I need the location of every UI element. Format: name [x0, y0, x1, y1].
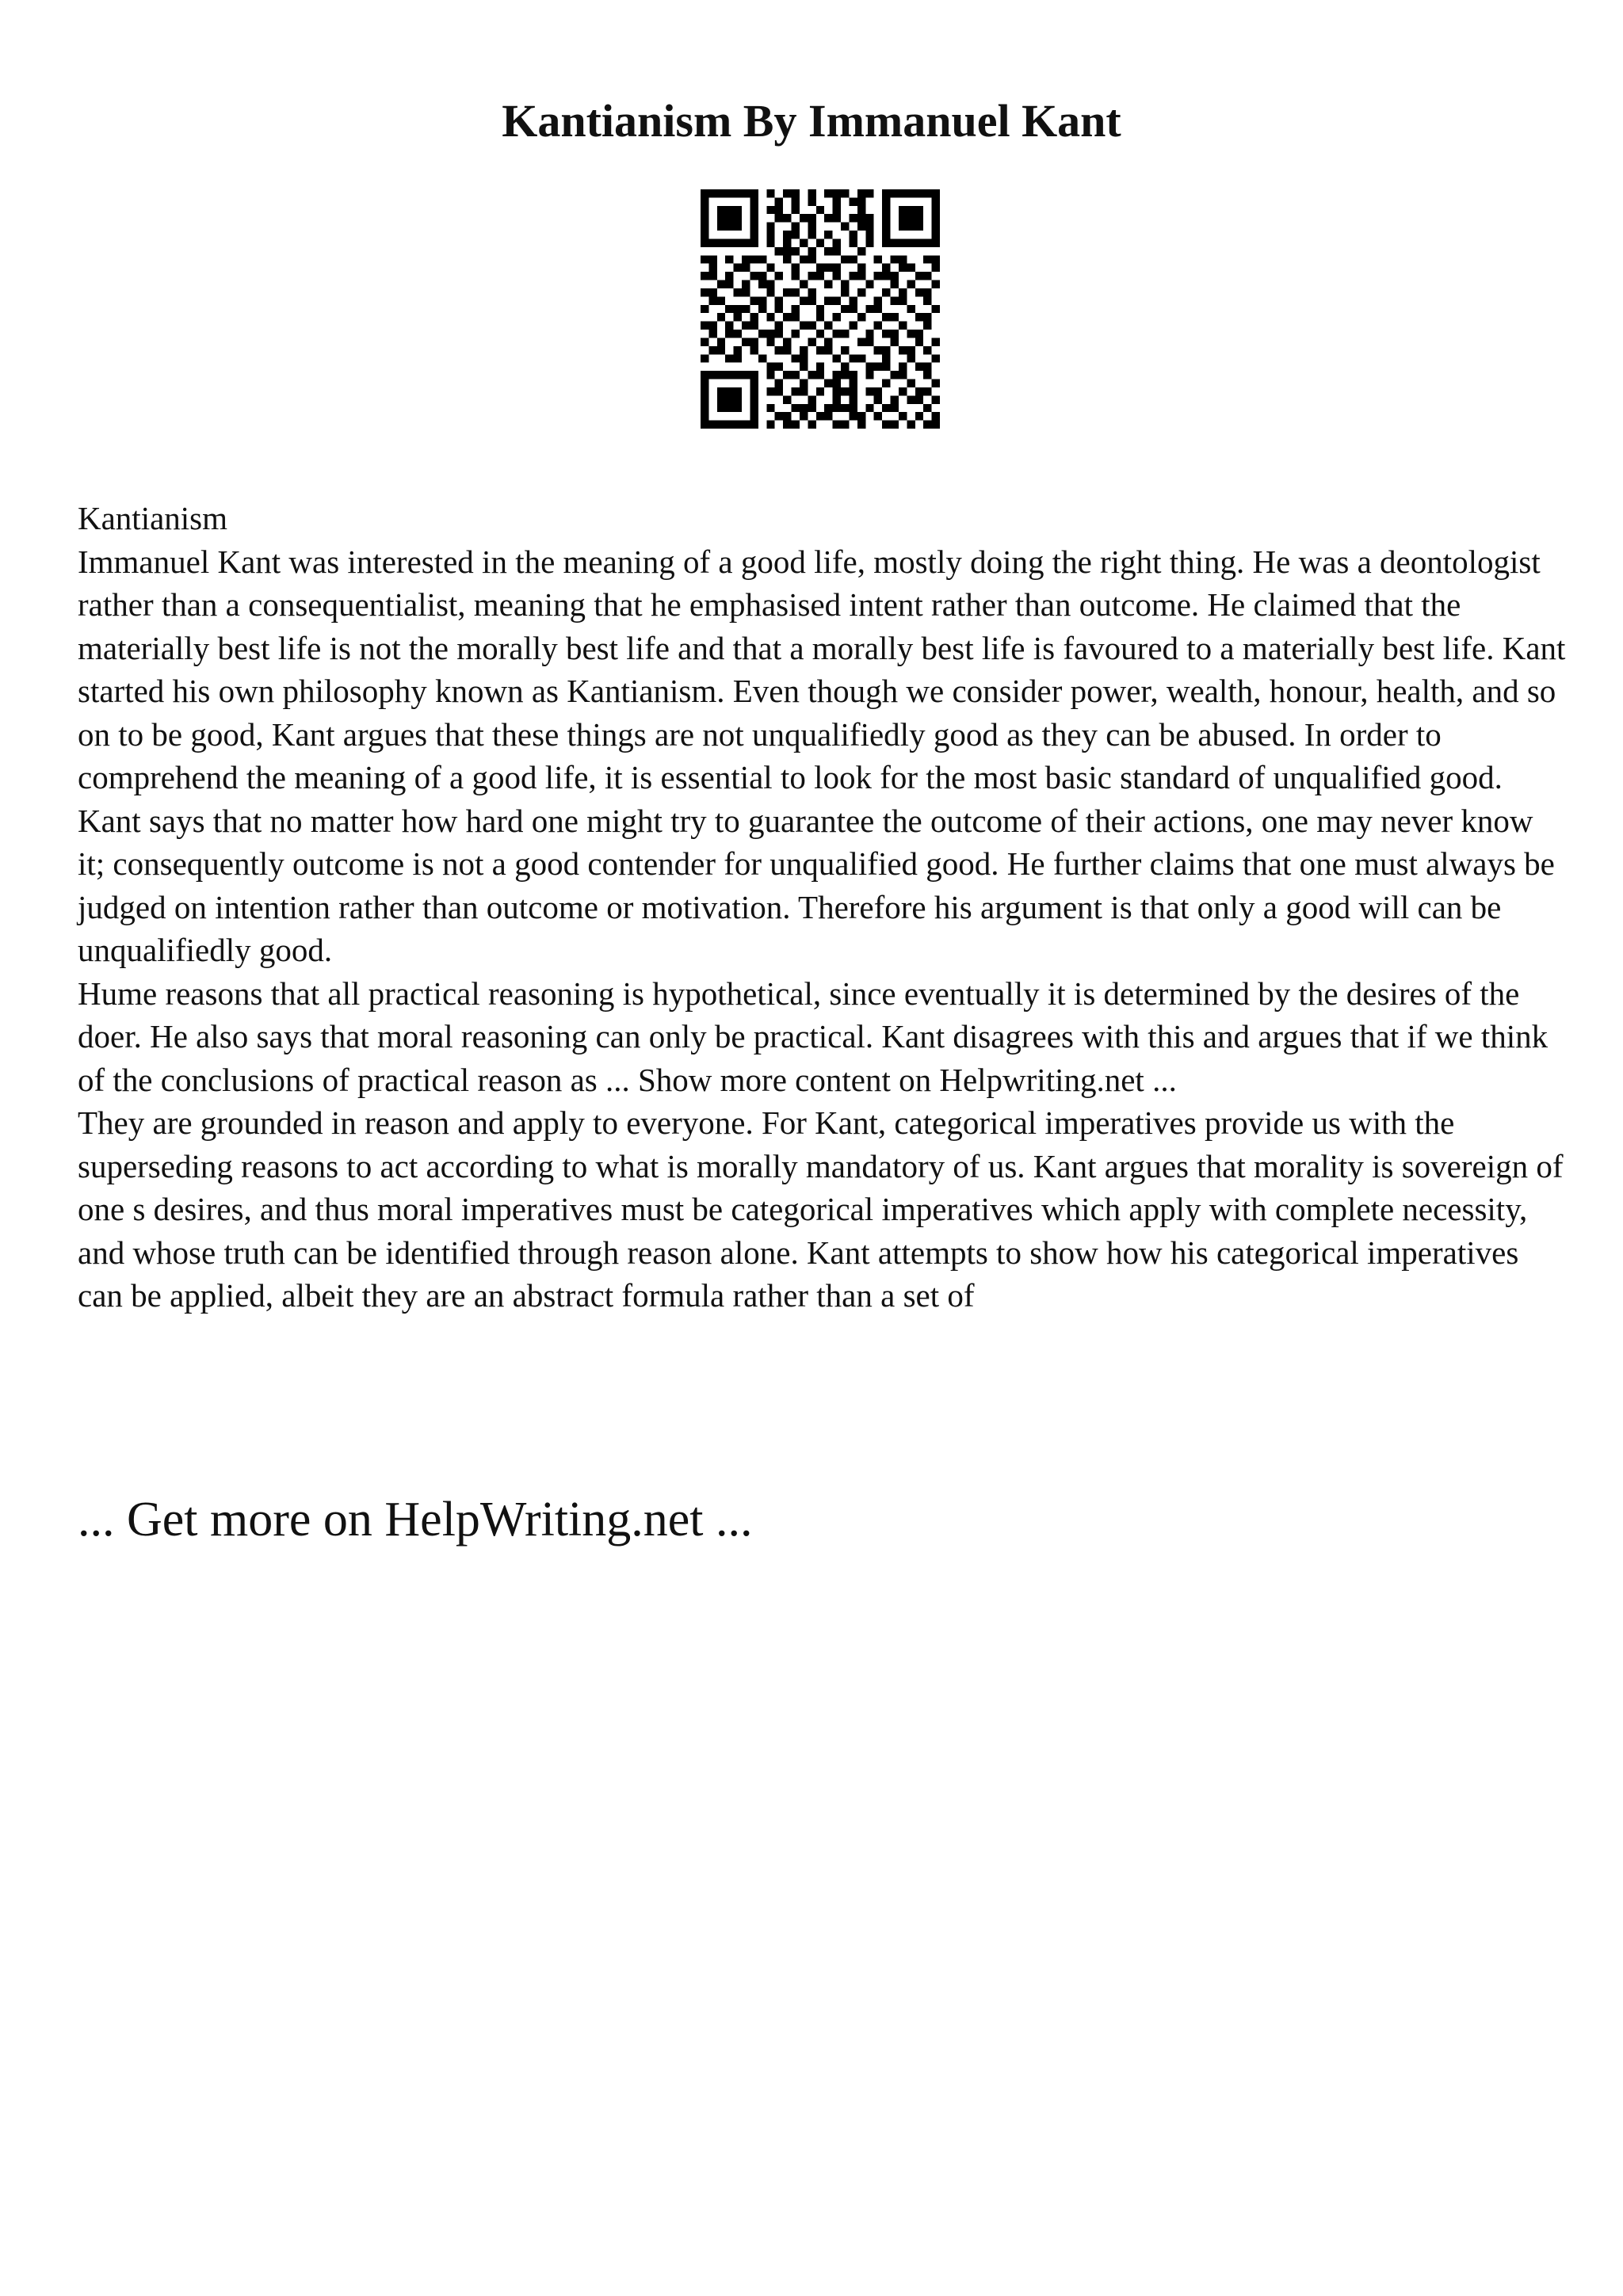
section-heading: Kantianism [78, 500, 228, 536]
article-body [78, 497, 1568, 1318]
paragraph: Hume reasons that all practical reasoning is hypothetical, since eventually it is determined by the desires of the doer. He also says that moral reasoning can only be practical. Kant disagrees with this and argues that if we think of the conclusions of practical reason as ... Show more content on Helpwriting.net ... [78, 974, 1549, 1098]
paragraph: They are grounded in reason and apply to everyone. For Kant, categorical imperatives provide us with the superseding reasons to act according to what is morally mandatory of us. Kant argues that morality is sovereign of one s desires, and thus moral imperatives must be categorical imperatives which apply with complete necessity, and whose truth can be identified through reason alone. Kant attempts to show how his categorical imperatives can be applied, albeit they are an abstract formula rather than a set of [78, 1104, 1564, 1314]
document-title: Kantianism By Immanuel Kant [502, 95, 1121, 147]
qr-code-icon[interactable] [701, 189, 940, 429]
get-more-link[interactable]: ... Get more on HelpWriting.net ... [78, 1493, 753, 1547]
paragraph: Immanuel Kant was interested in the meaning of a good life, mostly doing the right thing. He was a deontologist rather than a consequentialist, meaning that he emphasised intent rather than outcome. He claimed that the materially best life is not the morally best life and that a morally best life is favoured to a materially best life. Kant started his own philosophy known as Kantianism. Even though we consider power, wealth, honour, health, and so on to be good, Kant argues that these things are not unqualifiedly good as they can be abused. In order to comprehend the meaning of a good life, it is essential to look for the most basic standard of unqualified good. Kant says that no matter how hard one might try to guarantee the outcome of their actions, one may never know it; consequently outcome is not a good contender for unqualified good. He further claims that one must always be judged on intention rather than outcome or motivation. Therefore his argument is that only a good will can be unqualifiedly good. [78, 543, 1566, 968]
qr-code-graphic [701, 189, 940, 429]
